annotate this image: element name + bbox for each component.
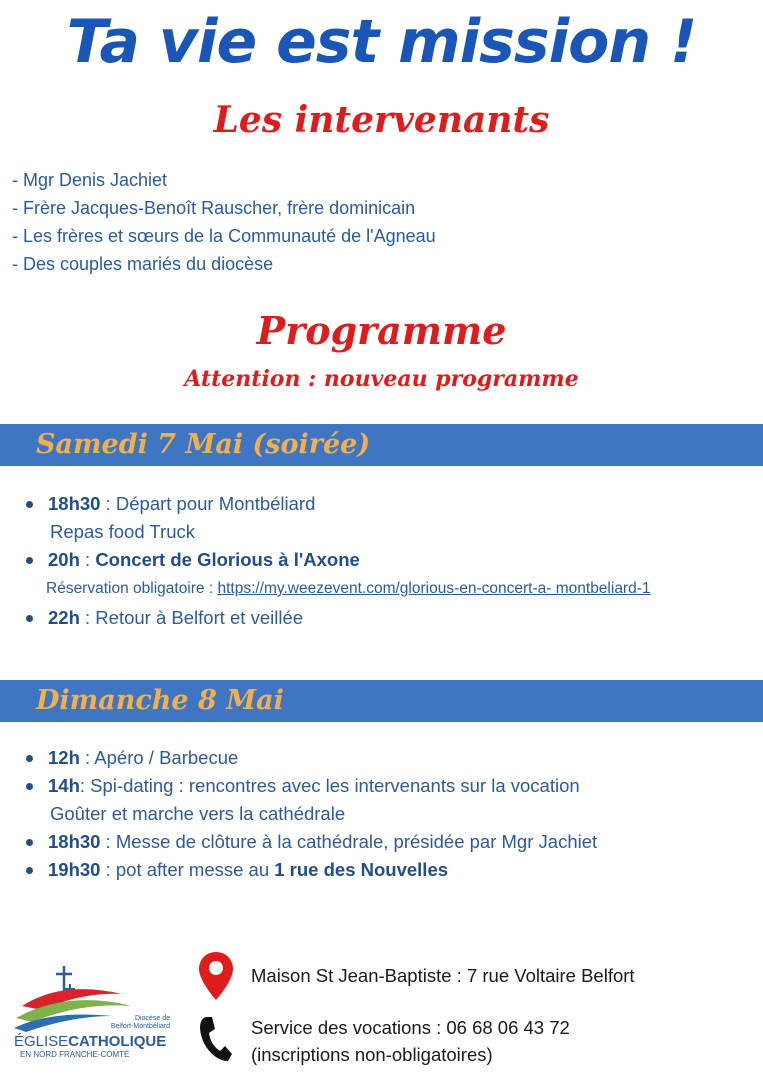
schedule-subtext: Goûter et marche vers la cathédrale [50,803,346,824]
schedule-text: : Retour à Belfort et veillée [79,607,304,628]
schedule-time: 19h30 [48,859,101,880]
saturday-banner [0,424,763,466]
speakers-heading: Les intervenants [213,99,550,141]
logo-line1: Diocèse de [134,1015,170,1022]
reservation-link[interactable]: https://my.weezevent.com/glorious-en-concert-a- montbeliard-1 [217,580,651,597]
logo-brand [14,1033,166,1050]
schedule-time: 18h30 [48,831,101,852]
phone-icon [196,1014,234,1064]
speaker-item: - Frère Jacques-Benoît Rauscher, frère dominicain [12,198,416,218]
program-notice: Attention : nouveau programme [184,366,579,392]
schedule-time: 12h [48,747,80,768]
schedule-time: 18h30 [48,493,101,514]
bullet-icon [26,557,33,564]
schedule-time: 20h [48,549,80,570]
bullet-icon [26,867,33,874]
logo-brand-b: CATHOLIQUE [68,1033,167,1050]
speakers-list [12,166,436,278]
schedule-highlight: Concert de Glorious à l'Axone [95,549,360,570]
address-text: Maison St Jean-Baptiste : 7 rue Voltaire Belfort [251,965,635,986]
phone-note: (inscriptions non-obligatoires) [251,1044,493,1065]
schedule-highlight: 1 rue des Nouvelles [274,859,449,880]
schedule-item [26,772,597,800]
schedule-subtext: Repas food Truck [50,521,195,542]
schedule-separator: : [79,549,96,570]
sunday-label: Dimanche 8 Mai [36,685,284,716]
bullet-icon [26,755,33,762]
bullet-icon [26,839,33,846]
schedule-text: : Spi-dating : rencontres avec les intervenants sur la vocation [79,775,580,796]
page-title: Ta vie est mission ! [66,7,697,77]
schedule-item [26,546,651,574]
saturday-label: Samedi 7 Mai (soirée) [36,429,371,460]
bullet-icon [26,783,33,790]
schedule-item [26,856,597,884]
saturday-schedule [26,490,651,632]
schedule-time: 22h [48,607,80,628]
phone-text: Service des vocations : 06 68 06 43 72 [251,1017,570,1038]
schedule-item [26,490,651,518]
schedule-item [26,744,597,772]
sunday-banner [0,680,763,722]
schedule-time: 14h [48,775,80,796]
bullet-icon [26,615,33,622]
sunday-schedule [26,744,597,884]
bullet-icon [26,501,33,508]
speaker-item: - Les frères et sœurs de la Communauté de l'Agneau [12,226,436,246]
reservation-label: Réservation obligatoire : [46,580,218,597]
map-pin-icon [197,950,235,1002]
logo-brand-a: ÉGLISE [14,1033,69,1050]
reservation-note [26,574,651,604]
program-heading: Programme [256,308,507,353]
schedule-text: : pot after messe au [100,859,275,880]
speaker-item: - Mgr Denis Jachiet [12,170,168,190]
speaker-item: - Des couples mariés du diocèse [12,254,274,274]
schedule-text: : Apéro / Barbecue [79,747,239,768]
schedule-text: : Messe de clôture à la cathédrale, présidée par Mgr Jachiet [100,831,598,852]
schedule-text: : Départ pour Montbéliard [100,493,316,514]
logo-line2: Belfort-Montbéliard [110,1023,170,1030]
schedule-item [26,828,597,856]
diocese-logo [12,958,172,1068]
logo-region: EN NORD FRANCHE-COMTÉ [20,1050,130,1059]
schedule-item [26,604,651,632]
